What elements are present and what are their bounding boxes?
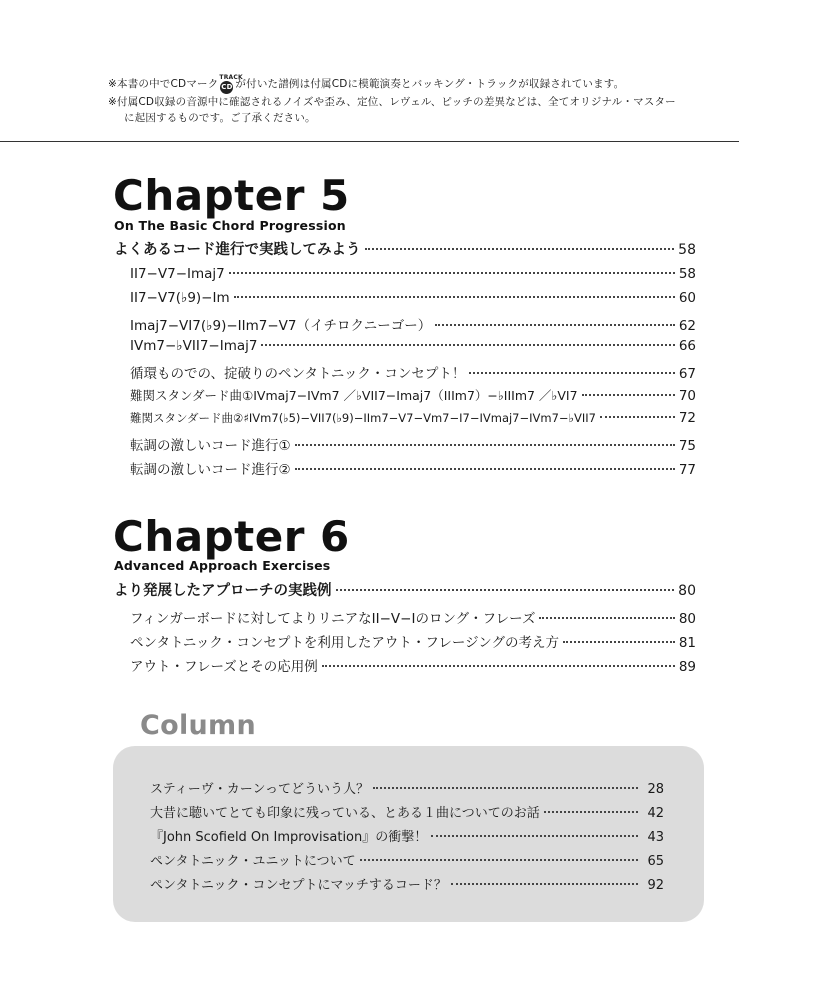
note-line-3: に起因するものです。ご了承ください。 [124,112,316,124]
note-line-1 [108,76,676,94]
toc-item[interactable]: 難関スタンダード曲①IVmaj7−IVm7 ／♭VII7−Imaj7（IIIm7）−♭IIIm7 ／♭VI7 70 [130,388,696,404]
note-text: ※本書の中でCDマーク [108,78,219,90]
chapter5-subtitle: On The Basic Chord Progression [114,218,346,233]
toc-item[interactable]: IVm7−♭VII7−Imaj7 66 [130,338,696,354]
chapter5-title: Chapter 5 [113,171,350,220]
toc-item[interactable]: アウト・フレーズとその応用例 89 [130,659,696,675]
toc-item[interactable]: 転調の激しいコード進行② 77 [130,462,696,478]
toc-chapter6-main[interactable]: より発展したアプローチの実践例 80 [114,583,696,599]
column-title: Column [140,710,256,741]
toc-item[interactable]: II7−V7(♭9)−Im 60 [130,290,696,306]
toc-item[interactable]: ペンタトニック・コンセプトを利用したアウト・フレージングの考え方 81 [130,635,696,651]
toc-item[interactable]: 循環ものでの、掟破りのペンタトニック・コンセプト！ 67 [130,366,696,382]
column-item[interactable]: 『John Scofield On Improvisation』の衝撃！ 43 [150,830,664,845]
column-item[interactable]: スティーヴ・カーンってどういう人？ 28 [150,782,664,797]
note-text: が付いた譜例は付属CDに模範演奏とバッキング・トラックが収録されています。 [235,78,625,90]
column-item[interactable]: 大昔に聴いてとても印象に残っている、とある１曲についてのお話 42 [150,806,664,821]
toc-item[interactable]: 難関スタンダード曲②♯IVm7(♭5)−VII7(♭9)−IIm7−V7−Vm7−I7−IVmaj7−IVm7−♭VII7 72 [130,410,696,426]
toc-chapter5-main[interactable]: よくあるコード進行で実践してみよう 58 [114,242,696,258]
leader-dots [365,248,675,250]
toc-item[interactable]: フィンガーボードに対してよりリニアなII−V−Iのロング・フレーズ 80 [130,611,696,627]
header-divider [0,141,739,142]
note-line-2: ※付属CD収録の音源中に確認されるノイズや歪み、定位、レヴェル、ピッチの差異などは、全てオリジナル・マスター [108,96,676,108]
column-item[interactable]: ペンタトニック・ユニットについて 65 [150,854,664,869]
leader-dots [336,589,675,591]
toc-item[interactable]: II7−V7−Imaj7 58 [130,266,696,282]
cd-mark-icon: TRACK CD [220,81,233,94]
chapter6-subtitle: Advanced Approach Exercises [114,558,331,573]
toc-item[interactable]: Imaj7−VI7(♭9)−IIm7−V7（イチロクニーゴー） 62 [130,318,696,334]
column-item[interactable]: ペンタトニック・コンセプトにマッチするコード？ 92 [150,878,664,893]
header-notes [108,76,676,126]
chapter6-title: Chapter 6 [113,512,350,561]
toc-item[interactable]: 転調の激しいコード進行① 75 [130,438,696,454]
